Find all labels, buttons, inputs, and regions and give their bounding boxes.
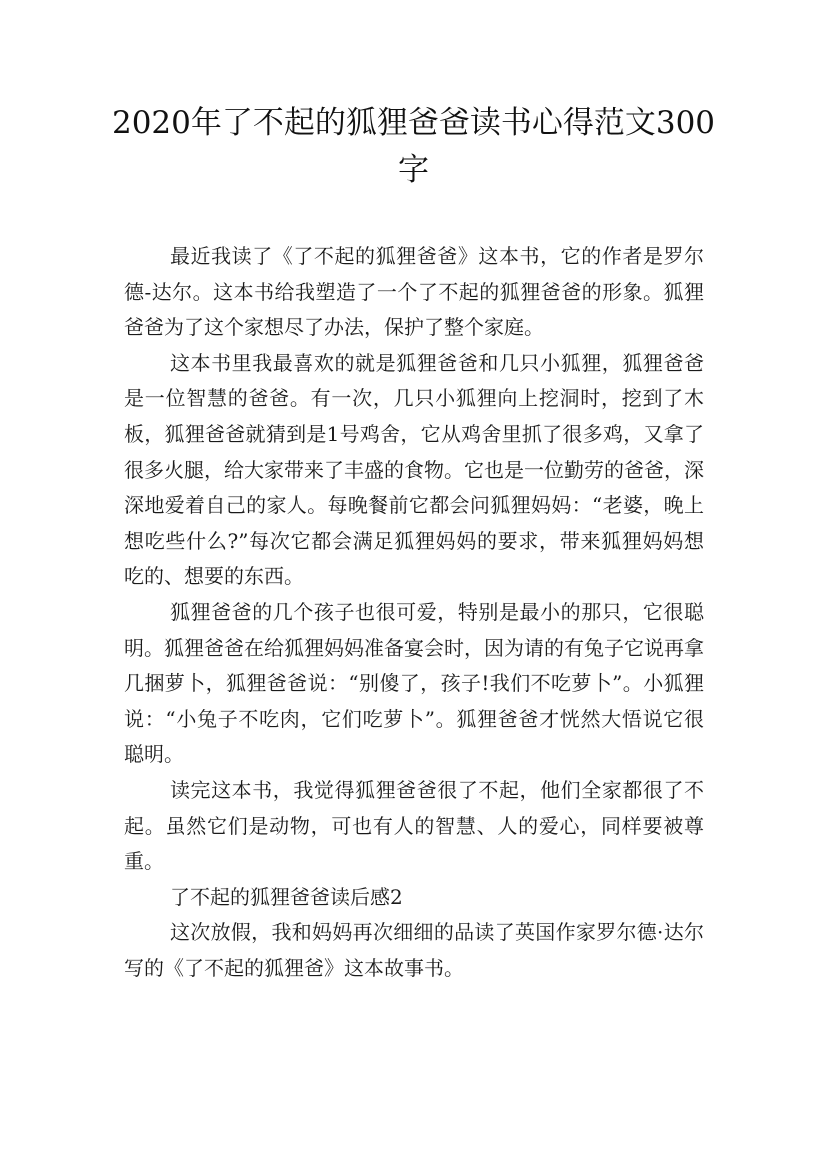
paragraph: 狐狸爸爸的几个孩子也很可爱，特别是最小的那只，它很聪明。狐狸爸爸在给狐狸妈妈准备宴会时，因为请的有兔子它说再拿几捆萝卜，狐狸爸爸说：“别傻了，孩子!我们不吃萝卜”。小狐狸说：“小兔子不吃肉，它们吃萝卜”。狐狸爸爸才恍然大悟说它很聪明。	[124, 599, 704, 767]
document-body	[124, 239, 704, 986]
paragraph: 这本书里我最喜欢的就是狐狸爸爸和几只小狐狸，狐狸爸爸是一位智慧的爸爸。有一次，几只小狐狸向上挖洞时，挖到了木板，狐狸爸爸就猜到是1号鸡舍，它从鸡舍里抓了很多鸡，又拿了很多火腿，给大家带来了丰盛的食物。它也是一位勤劳的爸爸，深深地爱着自己的家人。每晚餐前它都会问狐狸妈妈：“老婆，晚上想吃些什么?”每次它都会满足狐狸妈妈的要求，带来狐狸妈妈想吃的、想要的东西。	[124, 350, 704, 589]
paragraph: 读完这本书，我觉得狐狸爸爸很了不起，他们全家都很了不起。虽然它们是动物，可也有人的智慧、人的爱心，同样要被尊重。	[124, 777, 704, 874]
paragraph: 最近我读了《了不起的狐狸爸爸》这本书，它的作者是罗尔德-达尔。这本书给我塑造了一个了不起的狐狸爸爸的形象。狐狸爸爸为了这个家想尽了办法，保护了整个家庭。	[124, 244, 704, 340]
paragraph: 这次放假，我和妈妈再次细细的品读了英国作家罗尔德·达尔写的《了不起的狐狸爸》这本故事书。	[124, 920, 704, 980]
document-title: 2020年了不起的狐狸爸爸读书心得范文300字	[111, 105, 716, 188]
section-heading: 了不起的狐狸爸爸读后感2	[170, 884, 403, 909]
